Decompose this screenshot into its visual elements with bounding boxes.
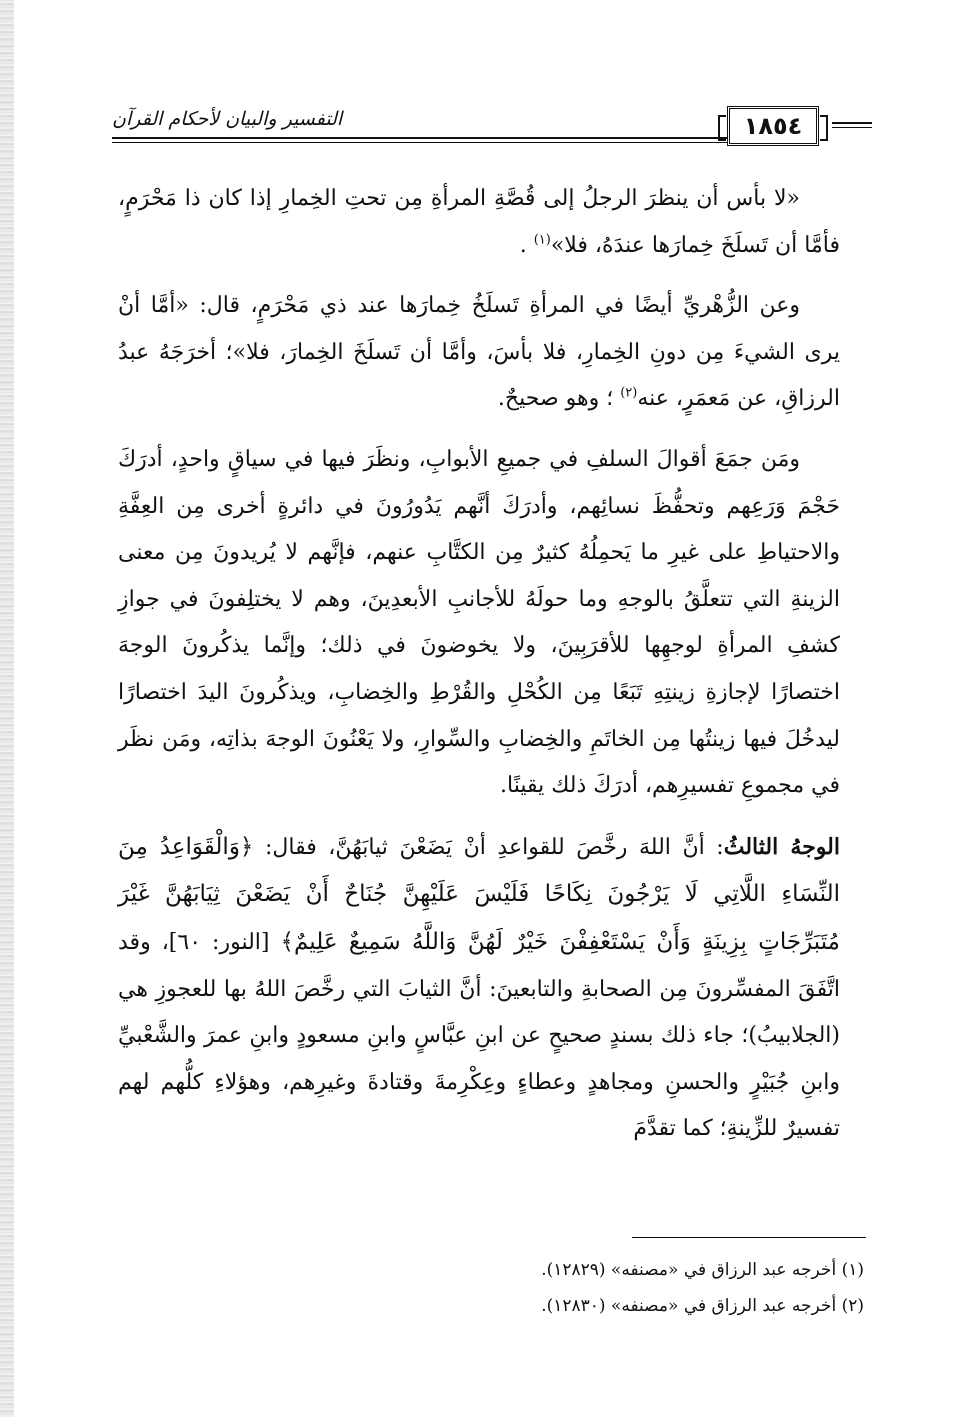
paragraph-3 <box>118 437 840 810</box>
footnote-2-number: (٢) <box>841 1296 864 1316</box>
section-heading: الوجهُ الثالثُ <box>723 833 840 860</box>
running-header <box>112 106 872 152</box>
paragraph-4 <box>118 824 840 1153</box>
header-side-rule-thin <box>832 127 872 128</box>
footnote-1-text: أخرجه عبد الرزاق في «مصنفه» (١٢٨٢٩). <box>541 1260 837 1280</box>
book-title: التفسير والبيان لأحكام القرآن <box>112 108 343 130</box>
section-intro: : أنَّ اللهَ رخَّصَ للقواعدِ أنْ يَضَعْنَ ثيابَهُنَّ، فقال: <box>264 834 724 860</box>
scan-edge-shadow <box>0 0 14 1417</box>
paragraph-2-end: ؛ وهو صحيحٌ. <box>497 386 614 412</box>
footnote-1 <box>118 1252 864 1288</box>
footnote-ref-1: (١) <box>533 232 551 248</box>
paragraph-1-text: «لا بأس أن ينظرَ الرجلُ إلى قُصَّةِ المرأةِ مِن تحتِ الخِمارِ إذا كان ذا مَحْرَمٍ، فأمَّا أن تَسلَخَ خِمارَها عندَهُ، فلا» <box>118 186 840 258</box>
paragraph-1 <box>118 176 840 269</box>
main-text <box>118 176 840 1167</box>
paragraph-2 <box>118 283 840 423</box>
footnote-2 <box>118 1288 864 1324</box>
paragraph-2-text: وعن الزُّهْريِّ أيضًا في المرأةِ تَسلَخُ خِمارَها عند ذي مَحْرَمٍ، قال: «أمَّا أنْ يرى الشيءَ مِن دونِ الخِمارِ، فلا بأسَ، وأمَّا أن تَسلَخَ الخِمارَ، فلا»؛ أخرَجَهُ عبدُ الرزاقِ، عن مَعمَرٍ، عنه <box>118 293 840 412</box>
footnote-1-number: (١) <box>841 1260 864 1280</box>
page-number: ١٨٥٤ <box>727 106 819 146</box>
header-side-rule <box>832 122 872 124</box>
footnote-2-text: أخرجه عبد الرزاق في «مصنفه» (١٢٨٣٠). <box>541 1296 837 1316</box>
paragraph-1-end: . <box>519 232 527 258</box>
header-rule <box>112 137 802 139</box>
section-continuation: [النور: ٦٠]، وقد اتَّفَقَ المفسِّرونَ مِن الصحابةِ والتابعينَ: أنَّ الثيابَ التي رخَّصَ اللهُ بها للعجوزِ هي (الجلابيبُ)؛ جاء ذلك بسندٍ صحيحٍ عن ابنِ عبَّاسٍ وابنِ مسعودٍ وابنِ عمرَ والشَّعْبيِّ وابنِ جُبَيْرٍ والحسنِ ومجاهدٍ وعطاءٍ وعِكْرِمةَ وقتادةَ وغيرِهم، وهؤلاءِ كلُّهم لهم تفسيرٌ للزِّينةِ؛ كما تقدَّمَ <box>118 929 840 1142</box>
footnote-separator <box>632 1237 866 1238</box>
footnote-ref-2: (٢) <box>620 386 638 402</box>
paragraph-3-text: ومَن جمَعَ أقوالَ السلفِ في جميعِ الأبوابِ، ونظَرَ فيها في سياقٍ واحدٍ، أدرَكَ حَجْمَ وَرَعِهم وتحفُّظَ نسائِهم، وأدرَكَ أنَّهم يَدُورُونَ في دائرةٍ أخرى مِن العِفَّةِ والاحتياطِ على غيرِ ما يَحمِلُهُ كثيرٌ مِن الكتَّابِ عنهم، فإنَّهم لا يُريدونَ مِن معنى الزينةِ التي تتعلَّقُ بالوجهِ وما حولَهُ للأجانبِ الأبعدِينَ، وهم لا يختلِفونَ في جوازِ كشفِ المرأةِ لوجهِها للأقرَبِينَ، ولا يخوضونَ في ذلك؛ وإنَّما يذكُرونَ الوجهَ اختصارًا لإجازةِ زينتِهِ تَبَعًا مِن الكُحْلِ والقُرْطِ والخِضابِ، ويذكُرونَ اليدَ اختصارًا ليدخُلَ فيها زينتُها مِن الخاتَمِ والخِضابِ والسِّوارِ، ولا يَعْنُونَ الوجهَ بذاتِه، ومَن نظَر في مجموعِ تفسيرِهم، أدرَكَ ذلك يقينًا. <box>118 446 840 799</box>
quran-verse: ﴿وَالْقَوَاعِدُ مِنَ النِّسَاءِ اللَّاتِي لَا يَرْجُونَ نِكَاحًا فَلَيْسَ عَلَيْهِنَّ جُنَاحٌ أَنْ يَضَعْنَ ثِيَابَهُنَّ غَيْرَ مُتَبَرِّجَاتٍ بِزِينَةٍ وَأَنْ يَسْتَعْفِفْنَ خَيْرٌ لَهُنَّ وَاللَّهُ سَمِيعٌ عَلِيمٌ﴾ <box>118 833 840 955</box>
header-rule-thin <box>112 142 802 143</box>
footnotes <box>118 1252 864 1324</box>
